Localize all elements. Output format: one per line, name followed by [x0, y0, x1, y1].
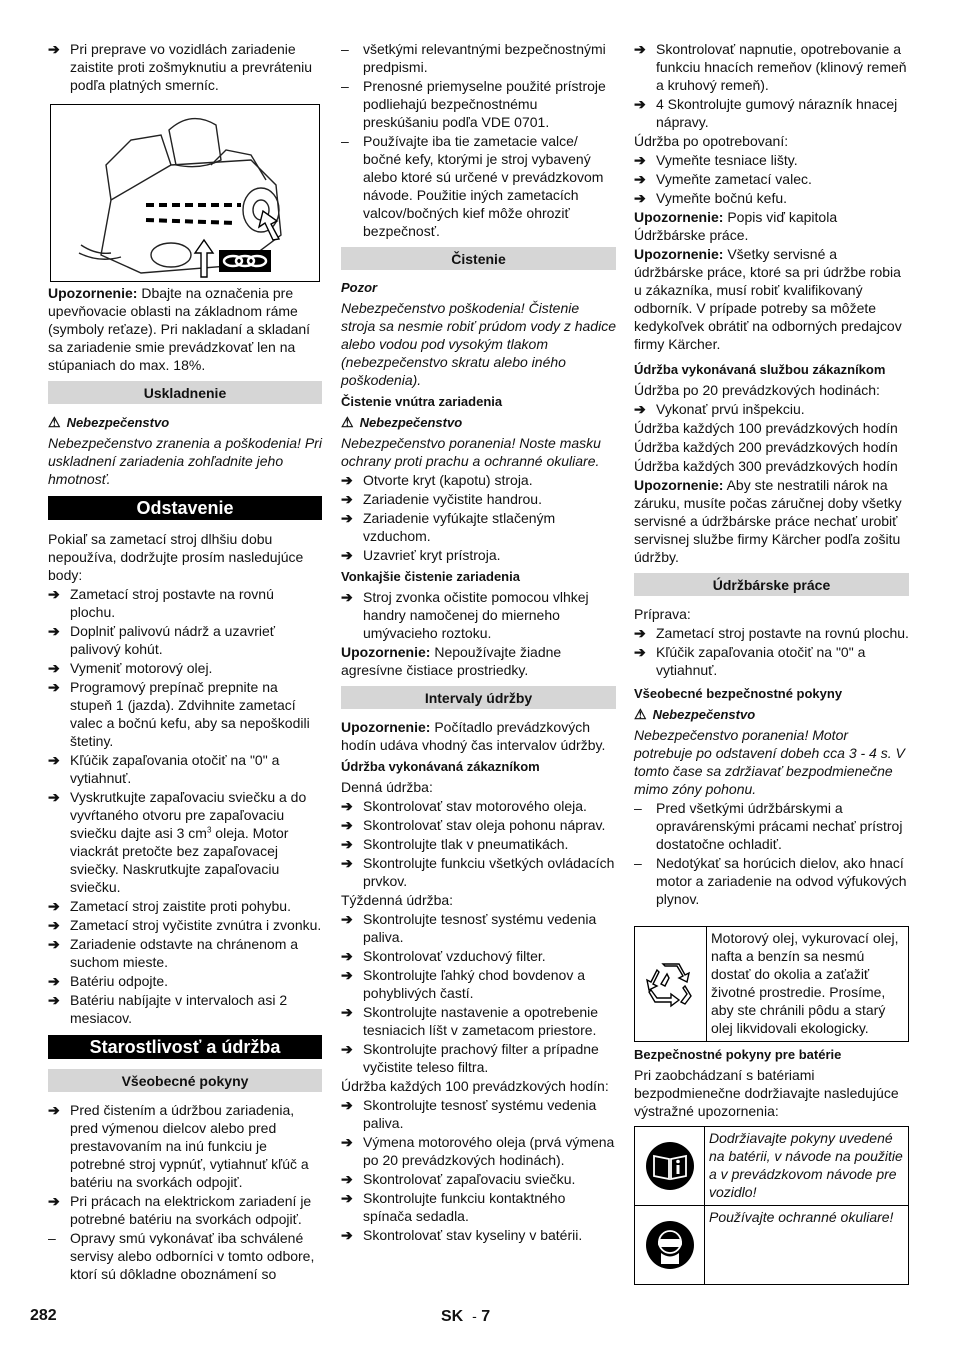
list-item: ➔ Kľúčik zapaľovania otočiť na "0" a vytiahnuť. [48, 751, 322, 787]
list-item: ➔ Batériu odpojte. [48, 972, 322, 990]
list-item: ➔ Skontrolujte tesnosť systému vedenia paliva. [341, 1096, 616, 1132]
dash-item: – Nedotýkať sa horúcich dielov, ako hnací motor a zariadenie na odvod výfukových plynov. [634, 854, 909, 908]
inner-danger-text: Nebezpečenstvo poranenia! Noste masku ochrany proti prachu a ochranné okuliare. [341, 435, 601, 469]
note-1: Upozornenie: Popis viď kapitola Údržbárske práce. [634, 209, 838, 243]
list-item: ➔ Skontrolovať zapaľovaciu sviečku. [341, 1170, 616, 1188]
warning-triangle-icon: ⚠ [48, 414, 61, 430]
dash-item: – Pred všetkými údržbárskymi a opravárenskými prácami nechať prístroj dostatočne ochladiť. [634, 799, 909, 853]
list-item: ➔ Doplniť palivovú nádrž a uzavrieť palivový kohút. [48, 622, 322, 658]
figure-note: Upozornenie: Dbajte na označenia pre upevňovacie oblasti na základnom ráme (symboly reťaze). Pri nakladaní a skladaní sa zariadenie smie prevádzkovať len na stúpaniach do max. 18%. [48, 285, 311, 373]
list-item: ➔ Pri prácach na elektrickom zariadení je potrebné batériu na svorkách odpojiť. [48, 1192, 322, 1228]
list-item: ➔ Vymeňte tesniace lišty. [634, 151, 909, 169]
list-item: ➔ Vymeniť motorový olej. [48, 659, 322, 677]
every-100-label: Údržba každých 100 prevádzkových hodín: [341, 1078, 609, 1094]
section-storage: Uskladnenie [48, 381, 322, 404]
safety-goggles-icon [635, 1206, 705, 1284]
every-line: Údržba každých 300 prevádzkových hodín [634, 458, 898, 474]
every-line: Údržba každých 200 prevádzkových hodín [634, 439, 898, 455]
outer-cleaning-title: Vonkajšie čistenie zariadenia [341, 569, 520, 584]
list-item: ➔ Výmena motorového oleja (prvá výmena po 20 prevádzkových hodinách). [341, 1133, 616, 1169]
section-maintenance-work: Údržbárske práce [634, 573, 909, 596]
list-item: ➔ Skontrolovať stav kyseliny v batérii. [341, 1226, 616, 1244]
table-row [635, 1127, 908, 1205]
wear-label: Údržba po opotrebovaní: [634, 133, 789, 149]
list-item: ➔ Uzavrieť kryt prístroja. [341, 546, 616, 564]
read-manual-icon [635, 1127, 705, 1205]
column-3 [634, 40, 909, 1285]
list-item: ➔ 4 Skontrolujte gumový nárazník hnacej nápravy. [634, 95, 909, 131]
safety-danger-label: ⚠ Nebezpečenstvo [634, 706, 756, 722]
dash-item: – Používajte iba tie zametacie valce/ bočné kefy, ktorými je stroj vybavený alebo ktoré sú určené v prevádzkovom návode. Použitie iných zametacích valcov/bočných kief môže ohroziť bezpečnosť. [341, 132, 616, 240]
list-item: ➔ Skontrolujte tlak v pneumatikách. [341, 835, 616, 853]
list-item: ➔ Skontrolujte ľahký chod bovdenov a pohyblivých častí. [341, 966, 616, 1002]
safety-danger-text: Nebezpečenstvo poranenia! Motor potrebuje po odstavení dobeh cca 3 - 4 s. V tomto čase sa zdržiavať bezpodmienečne mimo zóny pohonu. [634, 727, 905, 797]
sweeper-figure [50, 104, 320, 282]
list-item: ➔ Zametací stroj postavte na rovnú plochu. [48, 585, 322, 621]
list-item: ➔ Skontrolovať vzduchový filter. [341, 947, 616, 965]
list-item: ➔ Skontrolujte nastavenie a opotrebenie tesniacich líšt v zametacom priestore. [341, 1003, 616, 1039]
section-shutdown: Odstavenie [48, 496, 322, 520]
chain-symbol [219, 250, 271, 272]
list-item: ➔ Skontrolujte prachový filter a prípadne vyčistite teleso filtra. [341, 1040, 616, 1076]
daily-label: Denná údržba: [341, 779, 433, 795]
list-item: ➔ Batériu nabíjajte v intervaloch asi 2 mesiacov. [48, 991, 322, 1027]
list-item: ➔ Zariadenie vyfúkajte stlačeným vzduchom. [341, 509, 616, 545]
warning-triangle-icon: ⚠ [341, 414, 354, 430]
note-3: Upozornenie: Aby ste nestratili nárok na záruku, musíte počas záručnej doby všetky servisné a údržbárske práce nechať urobiť servisnej službe firmy Kärcher podľa zošitu údržby. [634, 477, 902, 565]
dash-item-continued: – všetkými relevantnými bezpečnostnými predpismi. [341, 40, 616, 76]
safety-title: Všeobecné bezpečnostné pokyny [634, 686, 843, 701]
list-item-spark-plug: ➔ Vyskrutkujte zapaľovaciu sviečku a do vyvŕtaného otvoru pre zapaľovaciu sviečku dajte asi 3 $cm^3$ oleja. Motor viackrát pretočte bez zapaľovacej sviečky. Naskrutkujte zapaľovaciu sviečku. [48, 788, 322, 896]
sweeper-illustration [51, 105, 321, 283]
customer-maintenance-title: Údržba vykonávaná zákazníkom [341, 759, 540, 774]
battery-warning-text: Dodržiavajte pokyny uvedené na batérii, v návode na použitie a v prevádzkovom návode pre vozidlo! [709, 1130, 903, 1200]
battery-warnings-table [634, 1126, 909, 1285]
section-care-maintenance: Starostlivosť a údržba [48, 1035, 322, 1059]
battery-safety-title: Bezpečnostné pokyny pre batérie [634, 1047, 842, 1062]
caution-text: Nebezpečenstvo poškodenia! Čistenie stroja sa nesmie robiť prúdom vody z hadice alebo vodou pod vysokým tlakom (nebezpečenstvo skratu alebo iného poškodenia). [341, 300, 616, 388]
service-maintenance-title: Údržba vykonávaná službou zákazníkom [634, 362, 886, 377]
list-item: ➔ Programový prepínač prepnite na stupeň 1 (jazda). Zdvihnite zametací valec a bočnú kefu, aby sa nepoškodili štetiny. [48, 678, 322, 750]
column-2 [341, 40, 616, 1245]
list-item: ➔ Pred čistením a údržbou zariadenia, pred výmenou dielcov alebo pred prestavovaním na inú funkciu je potrebné stroj vypnúť, vytiahnuť kľúč a batériu na svorkách odpojiť. [48, 1101, 322, 1191]
list-item: ➔ Kľúčik zapaľovania otočiť na "0" a vytiahnuť. [634, 643, 909, 679]
recycle-icon [635, 927, 707, 1041]
battery-intro: Pri zaobchádzaní s batériami bezpodmienečne dodržiavajte nasledujúce výstražné upozornenia: [634, 1067, 899, 1119]
storage-text: Nebezpečenstvo zranenia a poškodenia! Pri uskladnení zariadenia zohľadnite jeho hmotnosť. [48, 435, 322, 487]
section-intervals: Intervaly údržby [341, 686, 616, 709]
section-general: Všeobecné pokyny [48, 1069, 322, 1092]
transport-tip: ➔ Pri preprave vo vozidlách zariadenie zaistite proti zošmyknutiu a prevráteniu podľa platných smerníc. [48, 40, 322, 94]
environment-box [634, 926, 909, 1042]
every-line: Údržba každých 100 prevádzkových hodín [634, 420, 898, 436]
list-item: ➔ Zariadenie vyčistite handrou. [341, 490, 616, 508]
list-item: ➔ Skontrolovať stav oleja pohonu náprav. [341, 816, 616, 834]
list-item: ➔ Vykonať prvú inšpekciu. [634, 400, 909, 418]
caution-label: Pozor [341, 280, 378, 295]
warning-triangle-icon: ⚠ [634, 706, 647, 722]
list-item: ➔ Stroj zvonka očistite pomocou vlhkej handry namočenej do mierneho umývacieho roztoku. [341, 588, 616, 642]
weekly-label: Týždenná údržba: [341, 892, 454, 908]
list-item: ➔ Otvorte kryt (kapotu) stroja. [341, 471, 616, 489]
environment-text: Motorový olej, vykurovací olej, nafta a benzín sa nesmú dostať do okolia a zaťažiť životné prostredie. Prosíme, aby ste chránili pôdu a starý olej likvidovali ekologicky. [711, 930, 899, 1036]
prep-label: Príprava: [634, 606, 691, 622]
list-item: ➔ Vymeňte bočnú kefu. [634, 189, 909, 207]
dash-item: – Opravy smú vykonávať iba schválené servisy alebo odborníci v tomto odbore, ktorí sú dôkladne oboznámení so [48, 1229, 322, 1283]
interval-note: Upozornenie: Počítadlo prevádzkových hodín udáva vhodný čas intervalov údržby. [341, 719, 606, 753]
list-item: ➔ Skontrolujte funkciu všetkých ovládacích prvkov. [341, 854, 616, 890]
column-1 [48, 40, 322, 1284]
shutdown-intro: Pokiaľ sa zametací stroj dlhšiu dobu nepoužíva, dodržujte prosím nasledujúce body: [48, 531, 304, 583]
list-item: ➔ Zametací stroj zaistite proti pohybu. [48, 897, 322, 915]
list-item: ➔ Zametací stroj vyčistite zvnútra i zvonku. [48, 916, 322, 934]
dash-item: – Prenosné priemyselne použité prístroje podliehajú bezpečnostnému preskúšaniu podľa VDE 0701. [341, 77, 616, 131]
footer-language: SK - 7 [441, 1308, 491, 1325]
list-item: ➔ Skontrolujte tesnosť systému vedenia paliva. [341, 910, 616, 946]
table-row [635, 1205, 908, 1284]
list-item: ➔ Zariadenie odstavte na chránenom a suchom mieste. [48, 935, 322, 971]
inner-danger-label: ⚠ Nebezpečenstvo [341, 414, 463, 430]
list-item: ➔ Zametací stroj postavte na rovnú plochu. [634, 624, 909, 642]
after-20-label: Údržba po 20 prevádzkových hodinách: [634, 382, 880, 398]
inner-cleaning-title: Čistenie vnútra zariadenia [341, 394, 503, 409]
storage-danger-label: ⚠ Nebezpečenstvo [48, 414, 170, 430]
section-cleaning: Čistenie [341, 247, 616, 270]
list-item: ➔ Skontrolovať napnutie, opotrebovanie a funkciu hnacích remeňov (klinový remeň a kruhový remeň). [634, 40, 909, 94]
outer-note: Upozornenie: Nepoužívajte žiadne agresívne čistiace prostriedky. [341, 644, 562, 678]
goggles-warning-text: Používajte ochranné okuliare! [709, 1209, 894, 1225]
note-2: Upozornenie: Všetky servisné a údržbárske práce, ktoré sa pri údržbe robia u zákazníka, musí robiť kvalifikovaný odborník. V prípade potreby sa môžete kedykoľvek obrátiť na odborných predajcov firmy Kärcher. [634, 246, 902, 352]
list-item: ➔ Vymeňte zametací valec. [634, 170, 909, 188]
list-item: ➔ Skontrolujte funkciu kontaktného spínača sedadla. [341, 1189, 616, 1225]
page-number: 282 [30, 1307, 57, 1324]
list-item: ➔ Skontrolovať stav motorového oleja. [341, 797, 616, 815]
